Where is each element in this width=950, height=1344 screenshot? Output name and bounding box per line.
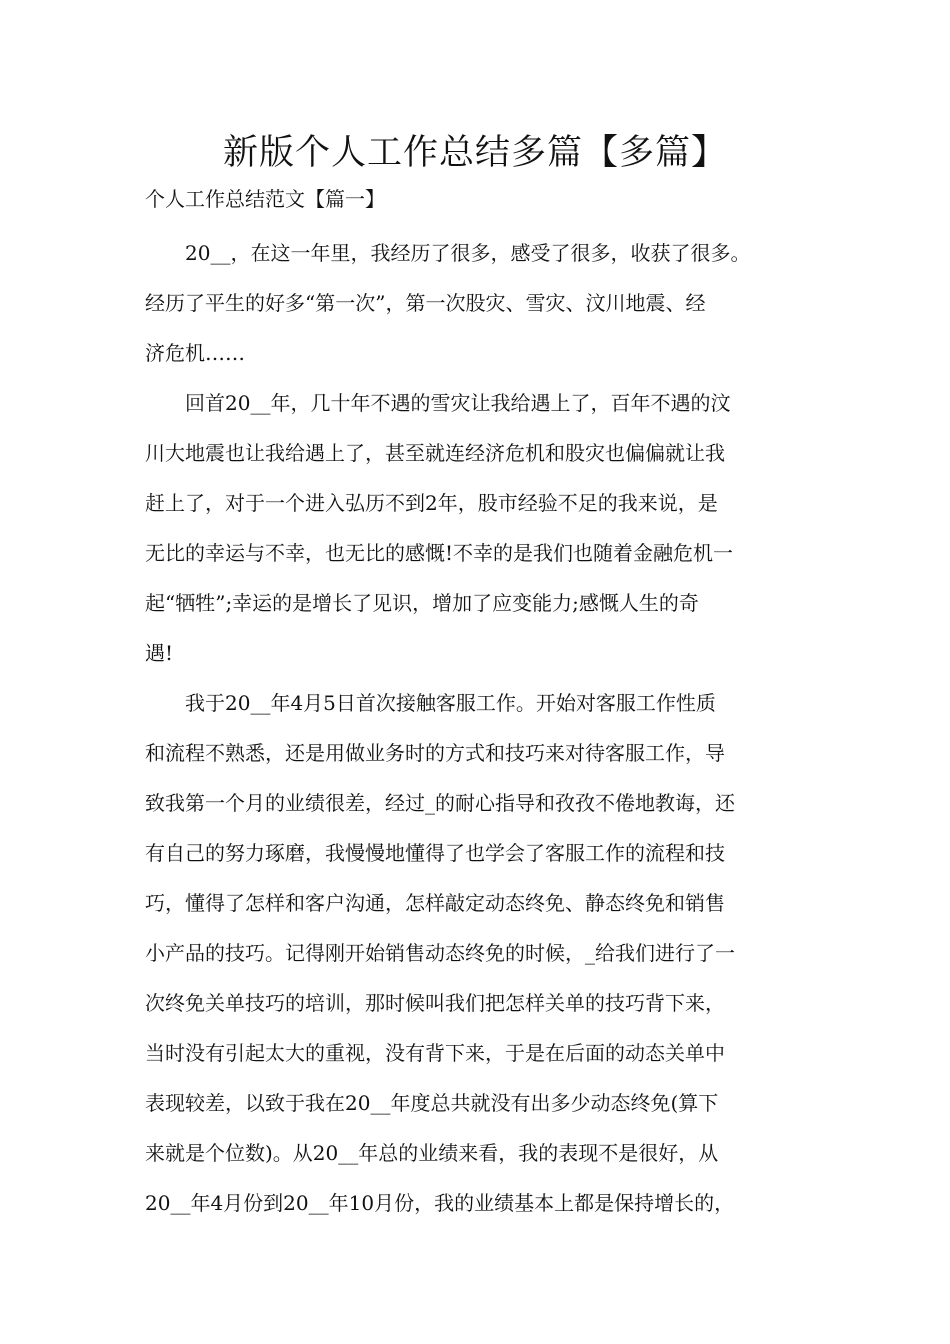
body-line: 回首20__年，几十年不遇的雪灾让我给遇上了，百年不遇的汶: [145, 391, 731, 415]
body-line: 济危机……: [145, 341, 245, 365]
body-line: 当时没有引起太大的重视，没有背下来，于是在后面的动态关单中: [145, 1041, 725, 1065]
document-title: 新版个人工作总结多篇【多篇】: [222, 133, 727, 173]
body-line: 20__年4月份到20__年10月份，我的业绩基本上都是保持增长的，: [145, 1191, 735, 1215]
body-line: 经历了平生的好多“第一次”，第一次股灾、雪灾、汶川地震、经: [145, 291, 706, 315]
body-line: 20__，在这一年里，我经历了很多，感受了很多，收获了很多。: [145, 241, 751, 265]
body-line: 赶上了，对于一个进入弘历不到2年，股市经验不足的我来说，是: [145, 491, 718, 515]
body-line: 致我第一个月的业绩很差，经过_的耐心指导和孜孜不倦地教诲，还: [145, 791, 735, 815]
body-line: 遇!: [145, 641, 174, 665]
body-line: 我于20__年4月5日首次接触客服工作。开始对客服工作性质: [145, 691, 716, 715]
body-line: 小产品的技巧。记得刚开始销售动态终免的时候，_给我们进行了一: [145, 941, 735, 965]
body-line: 川大地震也让我给遇上了，甚至就连经济危机和股灾也偏偏就让我: [145, 441, 725, 465]
body-line: 无比的幸运与不幸，也无比的感慨!不幸的是我们也随着金融危机一: [145, 541, 734, 565]
section-heading: 个人工作总结范文【篇一】: [145, 187, 385, 211]
body-line: 和流程不熟悉，还是用做业务时的方式和技巧来对待客服工作，导: [145, 741, 725, 765]
body-line: 巧，懂得了怎样和客户沟通，怎样敲定动态终免、静态终免和销售: [145, 891, 725, 915]
body-line: 次终免关单技巧的培训，那时候叫我们把怎样关单的技巧背下来，: [145, 991, 725, 1015]
body-line: 表现较差，以致于我在20__年度总共就没有出多少动态终免(算下: [145, 1091, 719, 1115]
body-line: 起“牺牲”;幸运的是增长了见识，增加了应变能力;感慨人生的奇: [145, 591, 699, 615]
body-line: 有自己的努力琢磨，我慢慢地懂得了也学会了客服工作的流程和技: [145, 841, 725, 865]
body-line: 来就是个位数)。从20__年总的业绩来看，我的表现不是很好，从: [145, 1141, 719, 1165]
